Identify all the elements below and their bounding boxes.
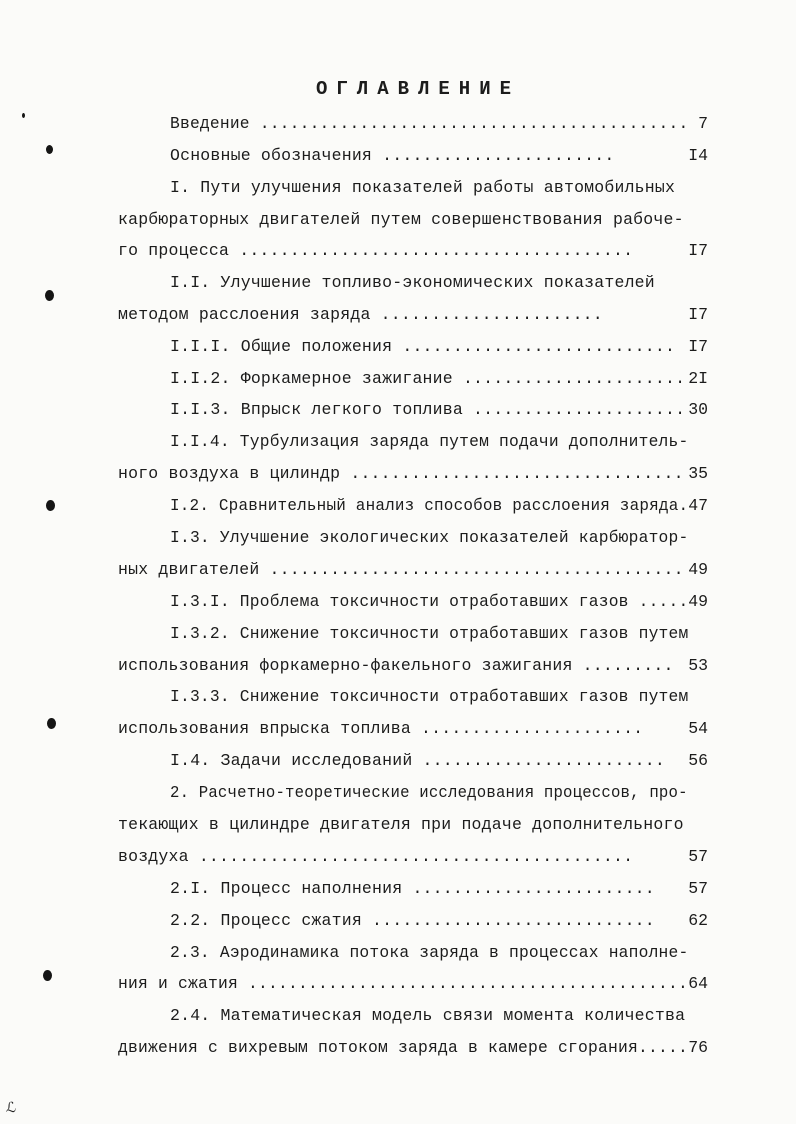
- toc-entry-line: Основные обозначения .......................: [170, 146, 615, 165]
- toc-entry-line: I. Пути улучшения показателей работы автомобильных: [170, 178, 676, 197]
- toc-entry-page: 57: [688, 879, 708, 898]
- toc-entry-page: 56: [688, 751, 708, 770]
- toc-entry-line: 2.2. Процесс сжатия ............................: [170, 911, 655, 930]
- toc-entry-line: текающих в цилиндре двигателя при подаче дополнительного: [118, 815, 684, 834]
- toc-entry-line: движения с вихревым потоком заряда в камере сгорания.....: [118, 1038, 689, 1057]
- toc-entry-page: I7: [688, 241, 708, 260]
- toc-entry-line: I.3. Улучшение экологических показателей карбюратор-: [170, 528, 689, 547]
- page-title: ОГЛАВЛЕНИЕ: [315, 78, 521, 100]
- toc-entry-page: I7: [688, 305, 708, 324]
- toc-entry-line: I.3.I. Проблема токсичности отработавших газов .....: [170, 592, 689, 611]
- toc-entry-line: 2.4. Математическая модель связи момента количества: [170, 1006, 686, 1025]
- toc-entry-line: ного воздуха в цилиндр .................................: [118, 464, 684, 483]
- toc-entry-page: 53: [688, 656, 708, 675]
- toc-entry-line: I.I.I. Общие положения ...........................: [170, 337, 676, 356]
- toc-entry-line: I.2. Сравнительный анализ способов расслоения заряда.: [170, 496, 689, 515]
- toc-entry-line: 2.I. Процесс наполнения ........................: [170, 879, 655, 898]
- toc-entry-page: 30: [688, 400, 708, 419]
- toc-entry-page: 64: [688, 974, 708, 993]
- toc-entry-line: I.I.4. Турбулизация заряда путем подачи дополнитель-: [170, 432, 689, 451]
- toc-entry-page: I7: [688, 337, 708, 356]
- toc-entry-line: го процесса .......................................: [118, 241, 634, 260]
- toc-entry-line: ния и сжатия ............................................: [118, 974, 689, 993]
- toc-entry-line: использования форкамерно-факельного зажигания .........: [118, 656, 674, 675]
- toc-entry-line: методом расслоения заряда ......................: [118, 305, 603, 324]
- toc-entry-page: 35: [688, 464, 708, 483]
- toc-entry-line: 2.3. Аэродинамика потока заряда в процессах наполне-: [170, 943, 689, 962]
- toc-entry-page: 62: [688, 911, 708, 930]
- toc-entry-page: 76: [688, 1038, 708, 1057]
- toc-entry-line: I.4. Задачи исследований ........................: [170, 751, 665, 770]
- toc-entry-line: карбюраторных двигателей путем совершенствования рабоче-: [118, 210, 684, 229]
- toc-entry-line: I.3.2. Снижение токсичности отработавших газов путем: [170, 624, 689, 643]
- toc-entry-line: I.I.2. Форкамерное зажигание ......................: [170, 369, 686, 388]
- toc-entry-page: 47: [688, 496, 708, 515]
- toc-entry-page: 49: [688, 592, 708, 611]
- toc-entry-page: I4: [688, 146, 708, 165]
- binder-hole: [45, 290, 54, 301]
- toc-entry-page: 2I: [688, 369, 708, 388]
- toc-entry-line: использования впрыска топлива ......................: [118, 719, 644, 738]
- margin-mark: ℒ: [6, 1101, 17, 1117]
- toc-entry-page: 57: [688, 847, 708, 866]
- toc-entry-line: I.I. Улучшение топливо-экономических показателей: [170, 273, 655, 292]
- toc-entry-line: воздуха ...........................................: [118, 847, 634, 866]
- toc-entry-page: 49: [688, 560, 708, 579]
- toc-entry-line: Введение ...........................................: [170, 114, 689, 133]
- toc-entry-line: ных двигателей .........................................: [118, 560, 684, 579]
- toc-entry-line: 2. Расчетно-теоретические исследования процессов, про-: [170, 783, 688, 802]
- toc-entry-page: 54: [688, 719, 708, 738]
- toc-entry-line: I.I.3. Впрыск легкого топлива .....................: [170, 400, 686, 419]
- toc-entry-page: 7: [698, 114, 708, 133]
- toc-entry-line: I.3.3. Снижение токсичности отработавших газов путем: [170, 687, 689, 706]
